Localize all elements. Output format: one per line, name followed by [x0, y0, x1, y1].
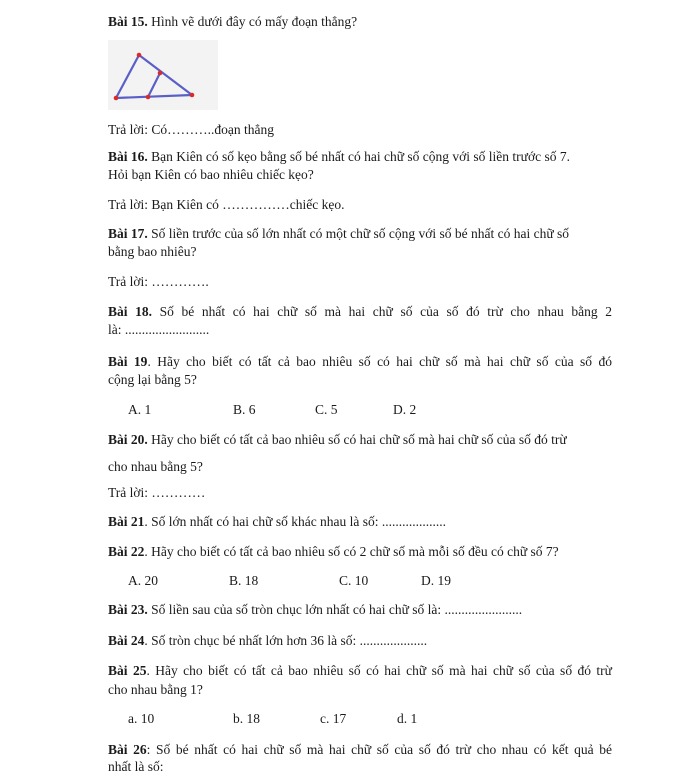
b17-line2: bằng bao nhiêu? [108, 244, 197, 259]
b19-line2: cộng lại bằng 5? [108, 372, 197, 387]
b22-option-d[interactable]: D. 19 [421, 573, 451, 588]
b18-label: Bài 18. [108, 304, 153, 319]
b25-option-c[interactable]: c. 17 [320, 711, 347, 726]
b22-label: Bài 22 [108, 544, 145, 559]
b26-text: : Số bé nhất có hai chữ số mà hai chữ số của số đó trừ cho nhau có kết quả bé [146, 742, 613, 757]
b16-answer: Trả lời: Bạn Kiên có ……………chiếc kẹo. [108, 197, 345, 212]
b26-label: Bài 26 [108, 742, 147, 757]
b18-line2: là: ......................... [108, 322, 210, 337]
b26-line2: nhất là số: [108, 759, 164, 774]
b16-line1 [108, 148, 570, 165]
b16-text: Bạn Kiên có số kẹo bằng số bé nhất có hai chữ số cộng với số liền trước số 7. [147, 149, 570, 164]
segment-figure [108, 40, 218, 110]
point-bottom-right [190, 93, 195, 98]
b17-text: Số liền trước của số lớn nhất có một chữ số cộng với số bé nhất có hai chữ số [147, 226, 570, 241]
b20-text: Hãy cho biết có tất cả bao nhiêu số có hai chữ số mà hai chữ số của số đó trừ [147, 432, 567, 447]
segment-left [116, 55, 139, 98]
b17-line1 [108, 225, 569, 242]
b19-text: . Hãy cho biết có tất cả bao nhiêu số có hai chữ số mà hai chữ số của số đó [147, 354, 612, 369]
b22-option-b[interactable]: B. 18 [229, 573, 259, 588]
b19-option-a[interactable]: A. 1 [128, 402, 152, 417]
triangle-diagram [108, 40, 218, 110]
b20-line1 [108, 431, 567, 448]
b15-answer: Trả lời: Có………..đoạn thẳng [108, 122, 275, 137]
b22-option-a[interactable]: A. 20 [128, 573, 158, 588]
b19-option-d[interactable]: D. 2 [393, 402, 417, 417]
b19-label: Bài 19 [108, 354, 148, 369]
segment-inner [148, 73, 160, 97]
b21-question [108, 513, 446, 530]
b21-text: . Số lớn nhất có hai chữ số khác nhau là số: ................... [144, 514, 447, 529]
b15-question [108, 13, 357, 30]
b25-line2: cho nhau bằng 1? [108, 682, 203, 697]
b24-label: Bài 24 [108, 633, 145, 648]
b15-label: Bài 15. [108, 14, 148, 29]
b17-label: Bài 17. [108, 226, 148, 241]
b19-option-b[interactable]: B. 6 [233, 402, 256, 417]
b22-option-c[interactable]: C. 10 [339, 573, 369, 588]
b21-label: Bài 21 [108, 514, 145, 529]
b15-text: Hình vẽ dưới đây có mấy đoạn thẳng? [147, 14, 358, 29]
b25-option-b[interactable]: b. 18 [233, 711, 260, 726]
b24-question [108, 632, 427, 649]
b16-line2: Hỏi bạn Kiên có bao nhiêu chiếc kẹo? [108, 167, 314, 182]
point-top [137, 53, 142, 58]
b20-answer: Trả lời: ………… [108, 485, 206, 500]
b23-label: Bài 23. [108, 602, 148, 617]
b25-label: Bài 25 [108, 663, 147, 678]
point-side-mid [158, 71, 163, 76]
segment-base [116, 95, 192, 98]
b17-answer: Trả lời: …………. [108, 274, 209, 289]
b18-line1 [108, 303, 612, 320]
b23-text: Số liền sau của số tròn chục lớn nhất có hai chữ số là: ....................... [147, 602, 523, 617]
b19-option-c[interactable]: C. 5 [315, 402, 338, 417]
b19-line1 [108, 353, 612, 370]
b25-option-d[interactable]: d. 1 [397, 711, 418, 726]
b24-text: . Số tròn chục bé nhất lớn hơn 36 là số: .................... [144, 633, 428, 648]
b25-text: . Hãy cho biết có tất cả bao nhiêu số có hai chữ số mà hai chữ số của số đó trừ [146, 663, 612, 678]
segment-right [139, 55, 192, 95]
b16-label: Bài 16. [108, 149, 148, 164]
b22-question [108, 543, 559, 560]
b23-question [108, 601, 522, 618]
b25-option-a[interactable]: a. 10 [128, 711, 155, 726]
b22-text: . Hãy cho biết có tất cả bao nhiêu số có 2 chữ số mà mỗi số đều có chữ số 7? [144, 544, 559, 559]
b26-line1 [108, 741, 612, 758]
point-bottom-left [114, 96, 119, 101]
b20-label: Bài 20. [108, 432, 148, 447]
b25-line1 [108, 662, 612, 679]
b18-text: Số bé nhất có hai chữ số mà hai chữ số của số đó trừ cho nhau bằng 2 [152, 304, 612, 319]
b20-line2: cho nhau bằng 5? [108, 459, 203, 474]
point-base-mid [146, 95, 151, 100]
